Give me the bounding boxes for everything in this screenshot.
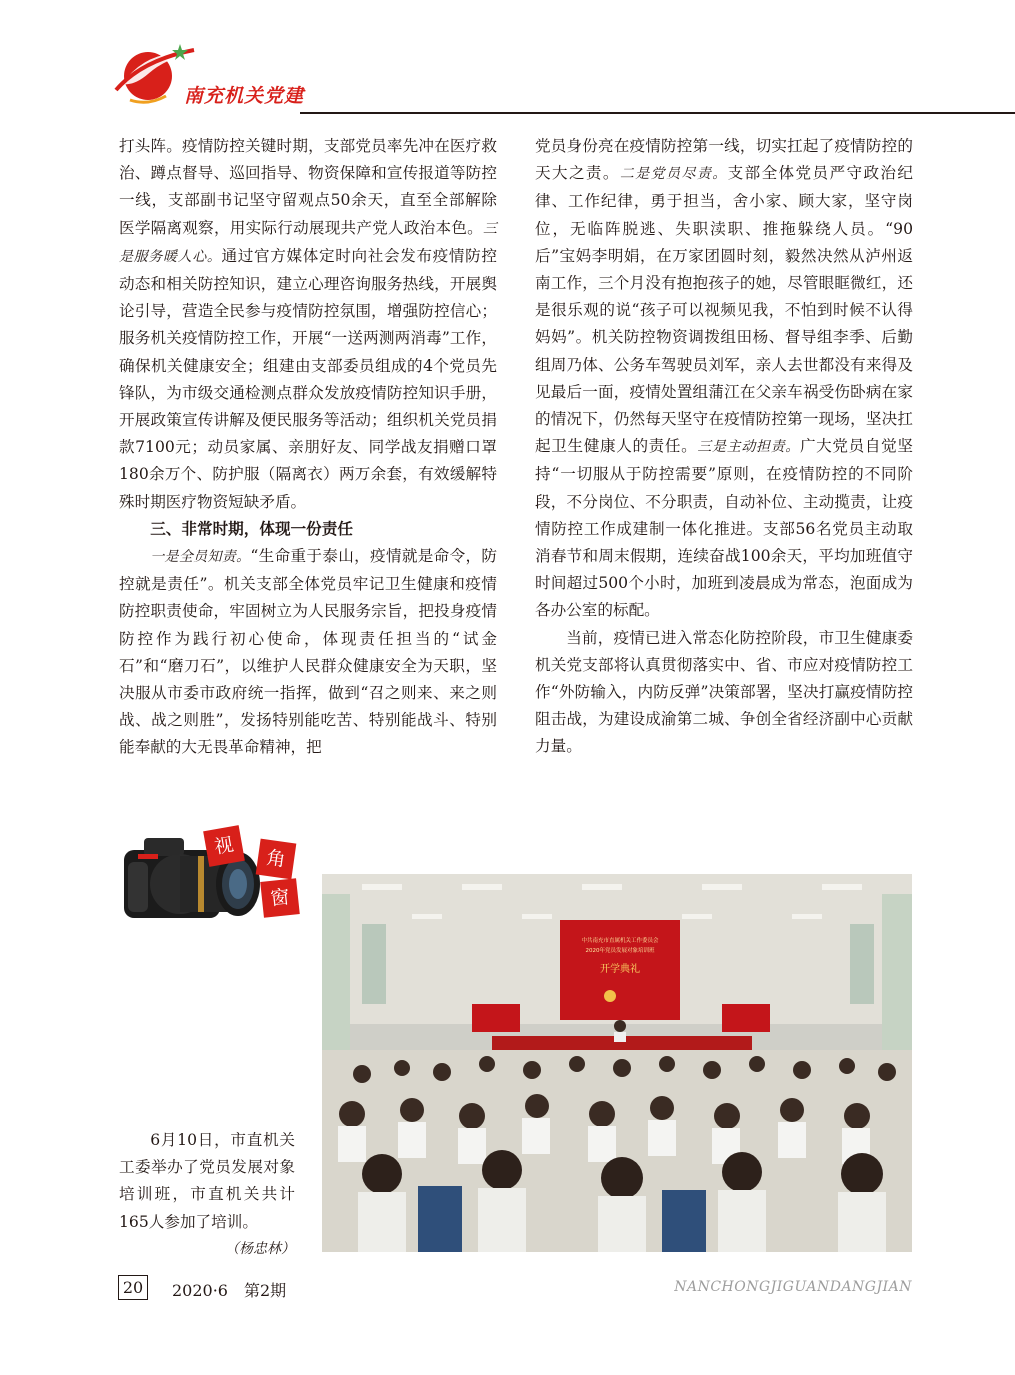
page-header	[0, 0, 1015, 130]
issue-label: 2020·6 第2期	[172, 1281, 287, 1300]
left-paragraph-1: 打头阵。疫情防控关键时期，支部党员率先冲在医疗救治、蹲点督导、巡回指导、物资保障和宣传报道等防控一线，支部副书记坚守留观点50余天，直至全部解除医学隔离观察，用实际行动展现共产党人政治本色。三是服务暖人心。通过官方媒体定时向社会发布疫情防控动态和相关防控知识，建立心理咨询服务热线，开展舆论引导，营造全民参与疫情防控氛围，增强防控信心；服务机关疫情防控工作，开展“一送两测两消毒”工作，确保机关健康安全；组建由支部委员组成的4个党员先锋队，为市级交通检测点群众发放疫情防控知识手册，开展政策宣传讲解及便民服务等活动；组织机关党员捐款7100元；动员家属、亲朋好友、同学战友捐赠口罩180余万个、防护服（隔离衣）两万余套，有效缓解特殊时期医疗物资短缺矛盾。	[119, 137, 497, 511]
section-title: 三、非常时期，体现一份责任	[150, 519, 353, 538]
highlight-all-staff: 一是全员知责。	[150, 549, 251, 566]
badge-jiao: 角	[256, 839, 297, 880]
svg-text:中共南充市直属机关工作委员会: 中共南充市直属机关工作委员会	[581, 938, 659, 944]
caption-text: 6月10日，市直机关工委举办了党员发展对象培训班，市直机关共计165人参加了培训。	[119, 1131, 295, 1231]
brand-title: 南充机关党建	[184, 85, 305, 107]
right-paragraph-2: 当前，疫情已进入常态化防控阶段，市卫生健康委机关党支部将认真贯彻落实中、省、市应对疫情防控工作“外防输入，内防反弹”决策部署，坚决打赢疫情防控阻击战，为建设成渝第二城、争创全省经济副中心贡献力量。	[535, 628, 913, 756]
training-ceremony-photo	[322, 874, 912, 1252]
page-number: 20	[118, 1275, 148, 1300]
caption-author: （杨忠林）	[225, 1240, 295, 1257]
badge-chuang: 窗	[260, 878, 300, 918]
highlight-initiative: 三是主动担责。	[697, 439, 800, 456]
right-paragraph-1: 党员身份亮在疫情防控第一线，切实扛起了疫情防控的天大之责。二是党员尽责。支部全体党员严守政治纪律、工作纪律，勇于担当，舍小家、顾大家，坚守岗位，无临阵脱逃、失职渎职、推拖躲绕人员。“90后”宝妈李明娟，在万家团圆时刻，毅然决然从泸州返南工作，三个月没有抱抱孩子的她，尽管眼眶微红，还是很乐观的说“孩子可以视频见我，不怕到时候不认得妈妈”。机关防控物资调拨组田杨、督导组李季、后勤组周乃体、公务车驾驶员刘军，亲人去世都没有来得及见最后一面，疫情处置组蒲江在父亲车祸受伤卧病在家的情况下，仍然每天坚守在疫情防控第一现场，坚决扛起卫生健康人的责任。三是主动担责。广大党员自觉坚持“一切服从于防控需要”原则，在疫情防控的不同阶段，不分岗位、不分职责，自动补位、主动揽责，让疫情防控工作成建制一体化推进。支部56名党员主动取消春节和周末假期，连续奋战100余天，平均加班值守时间超过500个小时，加班到凌晨成为常态，泡面成为各办公室的标配。	[535, 137, 913, 620]
photo-caption	[119, 1127, 295, 1263]
right-column	[535, 133, 913, 761]
header-rule	[300, 112, 1015, 114]
highlight-service: 三是服务暖人心。	[119, 220, 497, 265]
svg-text:开学典礼: 开学典礼	[600, 964, 640, 975]
left-column	[119, 133, 497, 762]
left-paragraph-2: 一是全员知责。“生命重于泰山，疫情就是命令，防控就是责任”。机关支部全体党员牢记卫生健康和疫情防控职责使命，牢固树立为人民服务宗旨，把投身疫情防控作为践行初心使命，体现责任担当的“试金石”和“磨刀石”，以维护人民群众健康安全为天职，坚决服从市委市政府统一指挥，做到“召之则来、来之则战、战之则胜”，发扬特别能吃苦、特别能战斗、特别能奉献的大无畏革命精神，把	[119, 547, 497, 757]
badge-shi: 视	[203, 825, 245, 867]
svg-text:2020年党员发展对象培训班: 2020年党员发展对象培训班	[585, 948, 655, 954]
magazine-english-title: NANCHONGJIGUANDANGJIAN	[674, 1279, 912, 1295]
highlight-members: 二是党员尽责。	[619, 166, 728, 183]
